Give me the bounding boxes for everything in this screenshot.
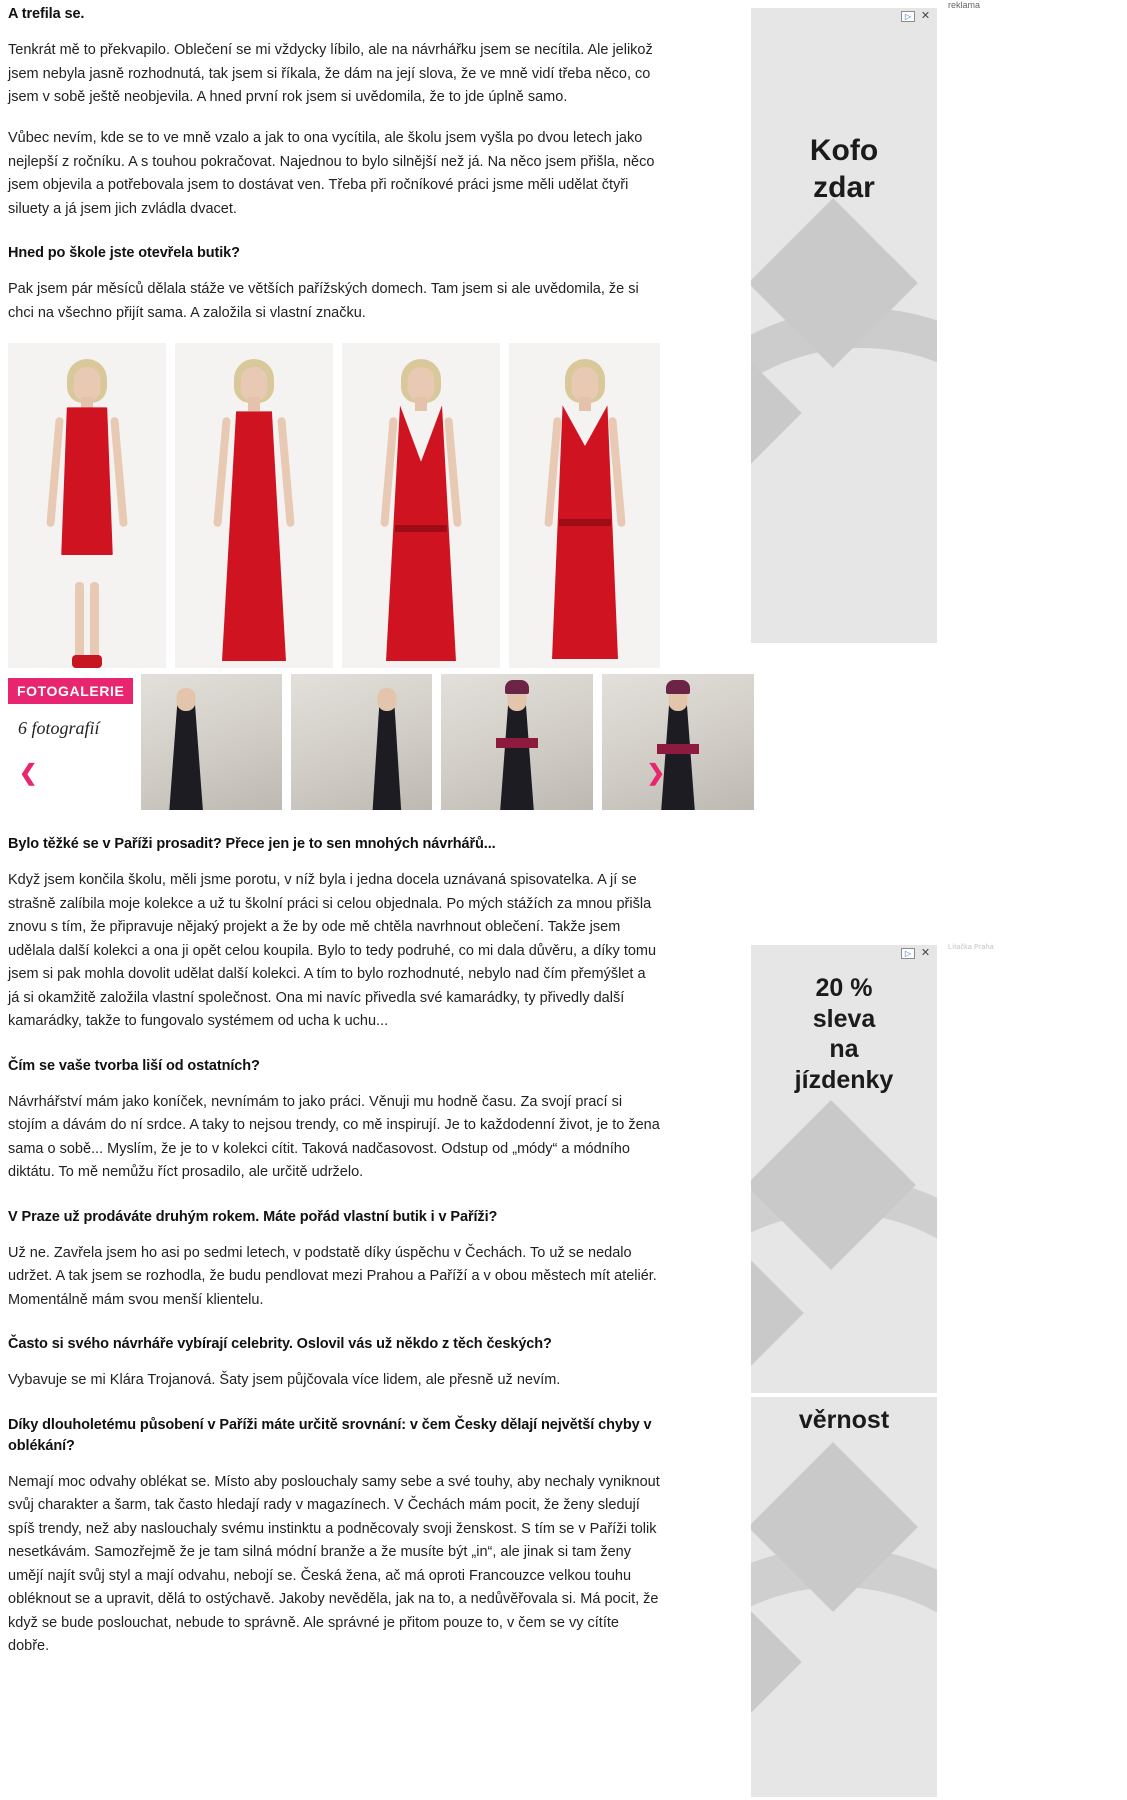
- close-icon[interactable]: ✕: [920, 10, 931, 22]
- ad-headline-line3: na: [829, 1035, 859, 1063]
- gallery-photo[interactable]: [175, 343, 333, 668]
- list-item[interactable]: [441, 674, 593, 810]
- article-paragraph: Vybavuje se mi Klára Trojanová. Šaty jsem půjčovala více lidem, ale přesně už nevím.: [8, 1372, 561, 1389]
- ad-headline-line2: sleva: [812, 1004, 876, 1033]
- article-paragraph: Když jsem končila školu, měli jsme porotu, v níž byla i jedna docela uznávaná spisovatelka. A jí se strašně zalíbila moje kolekce a už tu školní práci si celou objednala. Po mých stážích za mnou přišla znovu s tím, že připravuje nějaký projekt a že by ode mě chtěla navrhnout oblečení. Takže jsem udělala další kolekci a ona ji opět celou koupila. Bylo to tedy podruhé, co mi dala důvěru, a díky tomu jsem si pak mohla dovolit udělat další kolekci. A tím to bylo rozhodnuté, nebylo nad čím přemýšlet a já si okamžitě založila vlastní společnost. Ona mi navíc přivedla své kamarádky, ty přivedly další kamarádky, takže to fungovalo systémem od ucha k uchu...: [8, 872, 657, 1030]
- article-question: Hned po škole jste otevřela butik?: [8, 245, 240, 262]
- status-badge: FOTOGALERIE: [8, 678, 133, 704]
- list-item[interactable]: [141, 674, 282, 810]
- article-question: Často si svého návrháře vybírají celebrity. Oslovil vás už někdo z těch českých?: [8, 1336, 552, 1353]
- article-question: A trefila se.: [8, 6, 85, 22]
- close-icon[interactable]: ✕: [920, 947, 931, 959]
- thumbnail-list: [141, 674, 778, 816]
- gallery-photo[interactable]: [8, 343, 166, 668]
- adchoices-icon[interactable]: ▷: [901, 948, 915, 959]
- ad-headline-line1: věrnost: [798, 1406, 890, 1434]
- article-paragraph: Tenkrát mě to překvapilo. Oblečení se mi vždycky líbilo, ale na návrhářku jsem se necítila. Ale jelikož jsem nebyla jasně rozhodnutá, tak jsem si říkala, že dám na její slova, že ve mně vidí třeba něco, co jsem v sobě ještě neobjevila. A hned první rok jsem si uvědomila, že to jde úplně samo.: [8, 42, 653, 105]
- ad-headline-line4: jízdenky: [794, 1065, 894, 1094]
- article-question: Čím se vaše tvorba liší od ostatních?: [8, 1057, 260, 1074]
- article-question: V Praze už prodáváte druhým rokem. Máte pořád vlastní butik i v Paříži?: [8, 1208, 498, 1225]
- article-paragraph: Už ne. Zavřela jsem ho asi po sedmi letech, v podstatě díky úspěchu v Čechách. To už se nedalo udržet. A tak jsem se rozhodla, že budu pendlovat mezi Prahou a Paříží a v obou městech mít ateliér. Momentálně mám svou menší klientelu.: [8, 1244, 657, 1308]
- ad-headline-line1: 20 %: [815, 974, 873, 1002]
- adchoices-icon[interactable]: ▷: [901, 11, 915, 22]
- article-paragraph: Návrhářství mám jako koníček, nevnímám to jako práci. Věnuji mu hodně času. Za svojí prací si stojím a dávám do ní srdce. A taky to nejsou trendy, co mě inspirují. Je to každodenní život, je to žena sama o sobě... Myslím, že je to v kolekci cítit. Taková nadčasovost. Odstup od „módy“ a módního diktátu. To mě nemůžu říct prosadilo, ale určitě udrželo.: [8, 1093, 660, 1181]
- chevron-right-icon[interactable]: ❯: [646, 760, 665, 786]
- chevron-left-icon[interactable]: ❮: [19, 760, 38, 786]
- ad-controls[interactable]: [901, 11, 931, 22]
- gallery-thumbnail-strip[interactable]: [8, 674, 665, 816]
- ad-headline-line2: zdar: [813, 170, 875, 204]
- advertisement-third[interactable]: [751, 1397, 937, 1797]
- article-body: [8, 0, 665, 1659]
- list-item[interactable]: [291, 674, 432, 810]
- advertisement-top[interactable]: [751, 8, 937, 643]
- gallery-photo[interactable]: [342, 343, 500, 668]
- list-item[interactable]: [602, 674, 754, 810]
- article-paragraph: Pak jsem pár měsíců dělala stáže ve větších pařížských domech. Tam jsem si ale uvědomila, že si chci na všechno přijít sama. A založila si vlastní značku.: [8, 281, 639, 321]
- gallery-photo[interactable]: [509, 343, 660, 668]
- ad-faint-note: Lítačka Praha: [948, 944, 994, 951]
- article-paragraph: Nemají moc odvahy oblékat se. Místo aby poslouchaly samy sebe a své touhy, aby nechaly vyniknout svůj charakter a šarm, tak často hledají rady v magazínech. V Čechách mám pocit, že ženy sledují spíš trendy, než aby naslouchaly svému instinktu a podněcovaly svoji ženskost. S tím se v Paříži tolik nesetkávám. Samozřejmě že je tam silná módní branže a že musíte být „in“, ale jinak si tam ženy umějí najít svůj styl a mají odvahu, nebojí se. Česká žena, ač má oproti Francouzce velkou touhu obléknout se a upravit, dělá to ostýchavě. Jakoby nevěděla, jak na to, a nedůvěřovala si. Má pocit, že když se bude poslouchat, nebude to správně. Ale správné je přitom pouze to, v čem se vy cítíte dobře.: [8, 1473, 660, 1655]
- article-question: Bylo těžké se v Paříži prosadit? Přece jen je to sen mnohých návrhářů...: [8, 836, 496, 853]
- ad-controls[interactable]: [901, 948, 931, 959]
- photo-gallery-main[interactable]: [8, 343, 660, 668]
- advertisement-bottom[interactable]: [751, 945, 937, 1393]
- gallery-label-block: [8, 674, 141, 816]
- article-question: Díky dlouholetému působení v Paříži máte určitě srovnání: v čem Česky dělají největší chyby v oblékání?: [8, 1416, 652, 1454]
- article-paragraph: Vůbec nevím, kde se to ve mně vzalo a jak to ona vycítila, ale školu jsem vyšla po dvou letech jako nejlepší z ročníku. A s touhou pokračovat. Najednou to bylo silnější než já. Na něco jsem přišla, něco jsem objevila a potřebovala jsem to dostávat ven. Třeba při ročníkové práci jsme měli udělat čtyři siluety a já jsem jich zvládla dvacet.: [8, 130, 655, 217]
- ad-headline-line1: Kofo: [809, 134, 879, 167]
- ad-label: reklama: [948, 0, 981, 10]
- gallery-count: 6 fotografií: [18, 718, 100, 739]
